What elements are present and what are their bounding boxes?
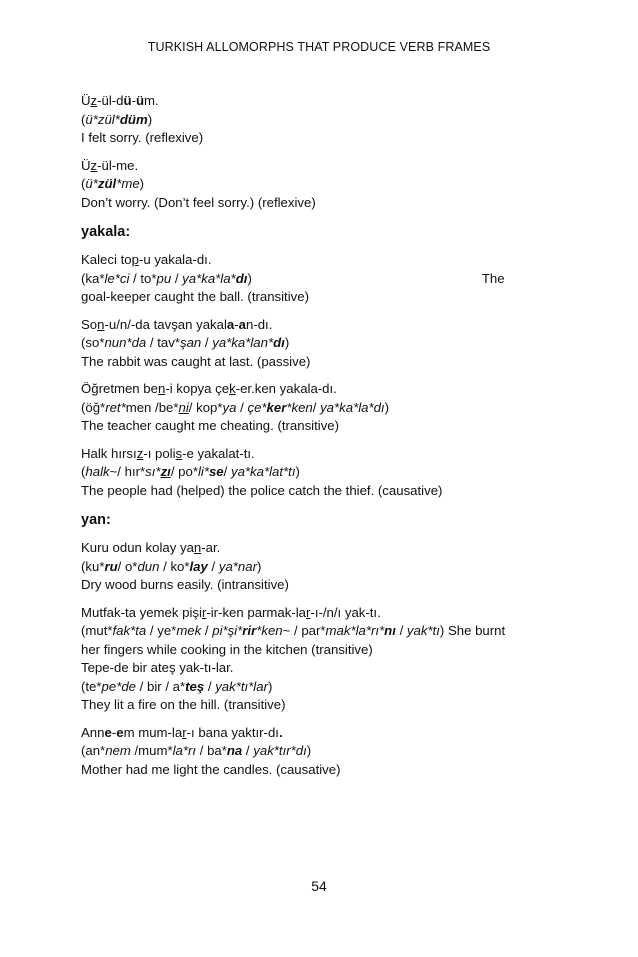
section-title: yakala: bbox=[81, 224, 131, 240]
syllabification: (ka*le*ci / to*pu / ya*ka*la*dı) The bbox=[81, 270, 505, 286]
syllabification: (öğ*ret*men /be*ni/ kop*ya / çe*ker*ken/ ya*ka*la*dı) bbox=[81, 399, 389, 415]
translation: Dry wood burns easily. (intransitive) bbox=[81, 577, 289, 592]
syllabification: (halk~/ hır*sı*zı/ po*li*se/ ya*ka*lat*tı) bbox=[81, 464, 300, 479]
translation: goal-keeper caught the ball. (transitive) bbox=[81, 289, 309, 304]
translation: The rabbit was caught at last. (passive) bbox=[81, 353, 311, 369]
translation: Mother had me light the candles. (causative) bbox=[81, 761, 341, 777]
turkish-sentence: Anne-em mum-lar-ı bana yaktır-dı. bbox=[81, 724, 283, 740]
translation: I felt sorry. (reflexive) bbox=[81, 130, 204, 145]
turkish-sentence: Kuru odun kolay yan-ar. bbox=[81, 540, 221, 555]
turkish-sentence: Üz-ül-dü-üm. bbox=[81, 93, 159, 108]
syllabification: (te*pe*de / bir / a*teş / yak*tı*lar) bbox=[81, 678, 273, 694]
page-number: 54 bbox=[311, 878, 327, 894]
syllabification: (ü*zül*me) bbox=[81, 176, 145, 191]
syllabification: (ku*ru/ o*dun / ko*lay / ya*nar) bbox=[81, 558, 262, 574]
running-header: TURKISH ALLOMORPHS THAT PRODUCE VERB FRAMES bbox=[147, 40, 491, 54]
turkish-sentence: Halk hırsız-ı polis-e yakalat-tı. bbox=[81, 445, 255, 461]
turkish-sentence: Tepe-de bir ateş yak-tı-lar. bbox=[81, 660, 234, 675]
syllabification: (an*nem /mum*la*rı / ba*na / yak*tır*dı) bbox=[81, 743, 312, 758]
syllabification: (ü*zül*düm) bbox=[81, 111, 153, 127]
translation: The teacher caught me cheating. (transitive) bbox=[81, 418, 340, 433]
syllabification: (mut*fak*ta / ye*mek / pi*şi*rir*ken~ / par*mak*la*rı*nı / yak*tı) She burnt bbox=[81, 623, 506, 638]
translation: Don’t worry. (Don’t feel sorry.) (reflexive) bbox=[81, 194, 316, 210]
turkish-sentence: Kaleci top-u yakala-dı. bbox=[81, 252, 212, 267]
turkish-sentence: Mutfak-ta yemek pişir-ir-ken parmak-lar-ı-/n/ı yak-tı. bbox=[81, 604, 381, 620]
syllabification: (so*nun*da / tav*şan / ya*ka*lan*dı) bbox=[81, 335, 290, 350]
translation: They lit a fire on the hill. (transitive) bbox=[81, 697, 286, 712]
turkish-sentence: Son-u/n/-da tavşan yakala-an-dı. bbox=[81, 316, 273, 332]
turkish-sentence: Üz-ül-me. bbox=[81, 157, 139, 173]
section-title: yan: bbox=[81, 512, 111, 528]
translation: The people had (helped) the police catch the thief. (causative) bbox=[81, 482, 443, 498]
turkish-sentence: Öğretmen ben-i kopya çek-er.ken yakala-dı. bbox=[81, 381, 337, 396]
translation: her fingers while cooking in the kitchen (transitive) bbox=[81, 641, 373, 657]
page-body bbox=[81, 92, 551, 779]
